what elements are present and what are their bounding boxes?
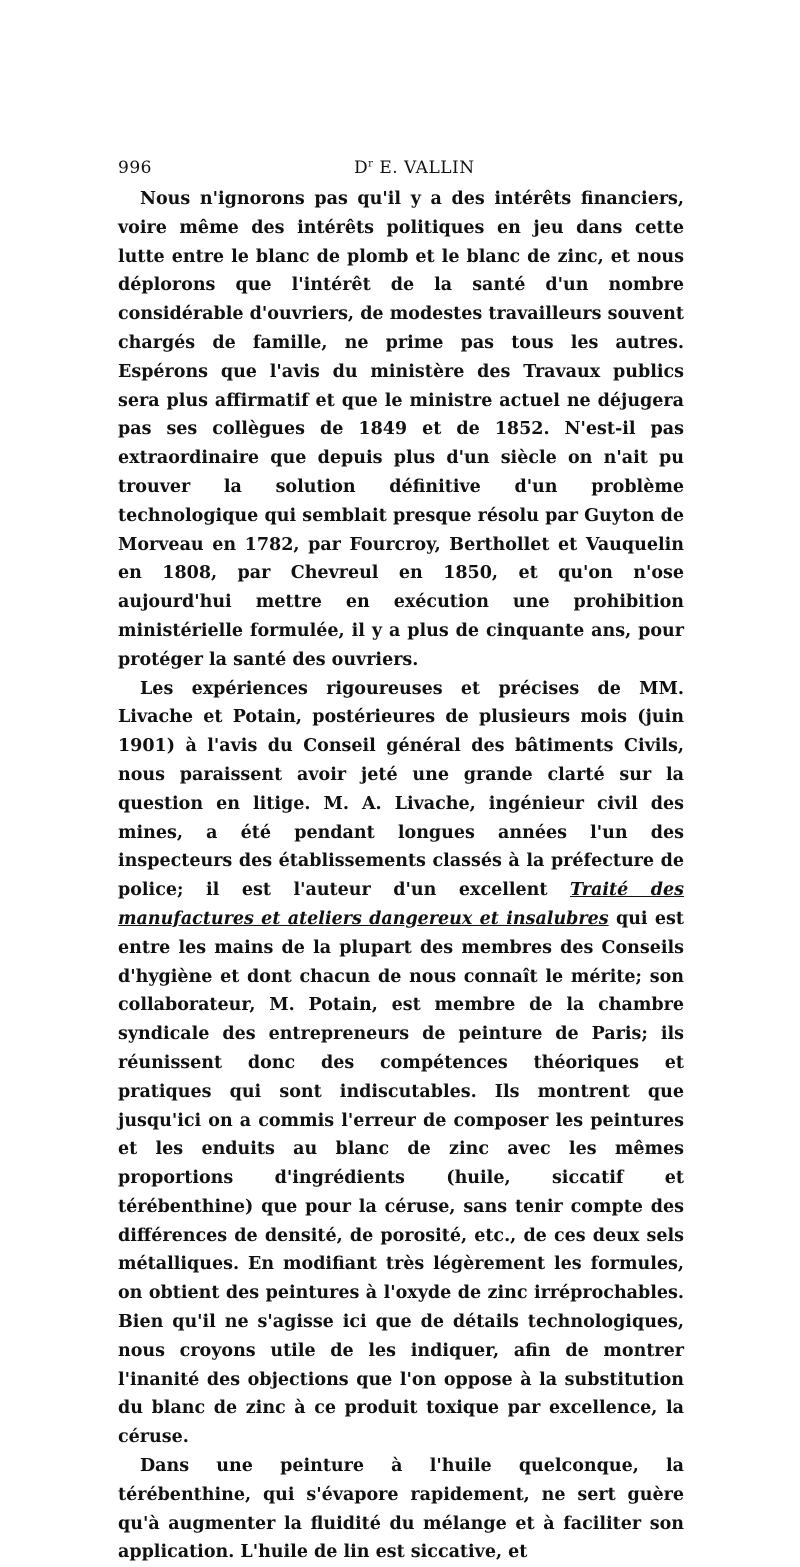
page-number: 996	[118, 158, 152, 178]
paragraph-2-part-2: qui est entre les mains de la plupart des membres des Conseils d'hygiène et dont chacun de nous connaît le mérite; son collaborateur, M. Potain, est membre de la chambre syndicale des entrepreneurs de peinture de Paris; ils réunissent donc des compétences théoriques et pratiques qui sont indiscutables. Ils montrent que jusqu'ici on a commis l'erreur de composer les peintures et les enduits au blanc de zinc avec les mêmes proportions d'ingrédients (huile, siccatif et térébenthine) que pour la céruse, sans tenir compte des différences de densité, de porosité, etc., de ces deux sels métalliques. En modifiant très légèrement les formules, on obtient des peintures à l'oxyde de zinc irréprochables. Bien qu'il ne s'agisse ici que de détails technologiques, nous croyons utile de les indiquer, afin de montrer l'inanité des objections que l'on oppose à la substitution du blanc de zinc à ce produit toxique par excellence, la céruse.	[118, 908, 684, 1448]
paragraph-2-part-1: Les expériences rigoureuses et précises de MM. Livache et Potain, postérieures de plusieurs mois (juin 1901) à l'avis du Conseil général des bâtiments Civils, nous paraissent avoir jeté une grande clarté sur la question en litige. M. A. Livache, ingénieur civil des mines, a été pendant longues années l'un des inspecteurs des établissements classés à la préfecture de police; il est l'auteur d'un excellent	[118, 678, 684, 901]
running-head	[354, 158, 475, 178]
paragraph-2	[118, 675, 684, 1453]
running-head-prefix: D	[354, 158, 369, 178]
running-head-name: E. VALLIN	[373, 158, 475, 178]
page-header	[118, 158, 684, 182]
book-title: Traité des manufactures et ateliers dangereux et insalubres	[118, 880, 684, 929]
paragraph-1: Nous n'ignorons pas qu'il y a des intérêts financiers, voire même des intérêts politiques en jeu dans cette lutte entre le blanc de plomb et le blanc de zinc, et nous déplorons que l'intérêt de la santé d'un nombre considérable d'ouvriers, de modestes travailleurs souvent chargés de famille, ne prime pas tous les autres. Espérons que l'avis du ministère des Travaux publics sera plus affirmatif et que le ministre actuel ne déjugera pas ses collègues de 1849 et de 1852. N'est-il pas extraordinaire que depuis plus d'un siècle on n'ait pu trouver la solution définitive d'un problème technologique qui semblait presque résolu par Guyton de Morveau en 1782, par Fourcroy, Berthollet et Vauquelin en 1808, par Chevreul en 1850, et qu'on n'ose aujourd'hui mettre en exécution une prohibition ministérielle formulée, il y a plus de cinquante ans, pour protéger la santé des ouvriers.	[118, 189, 684, 670]
paragraph-3: Dans une peinture à l'huile quelconque, la térébenthine, qui s'évapore rapidement, ne sert guère qu'à augmenter la fluidité du mélange et à faciliter son application. L'huile de lin est siccative, et	[118, 1456, 684, 1563]
body-text	[118, 185, 684, 1567]
running-head-superscript: r	[368, 158, 374, 170]
